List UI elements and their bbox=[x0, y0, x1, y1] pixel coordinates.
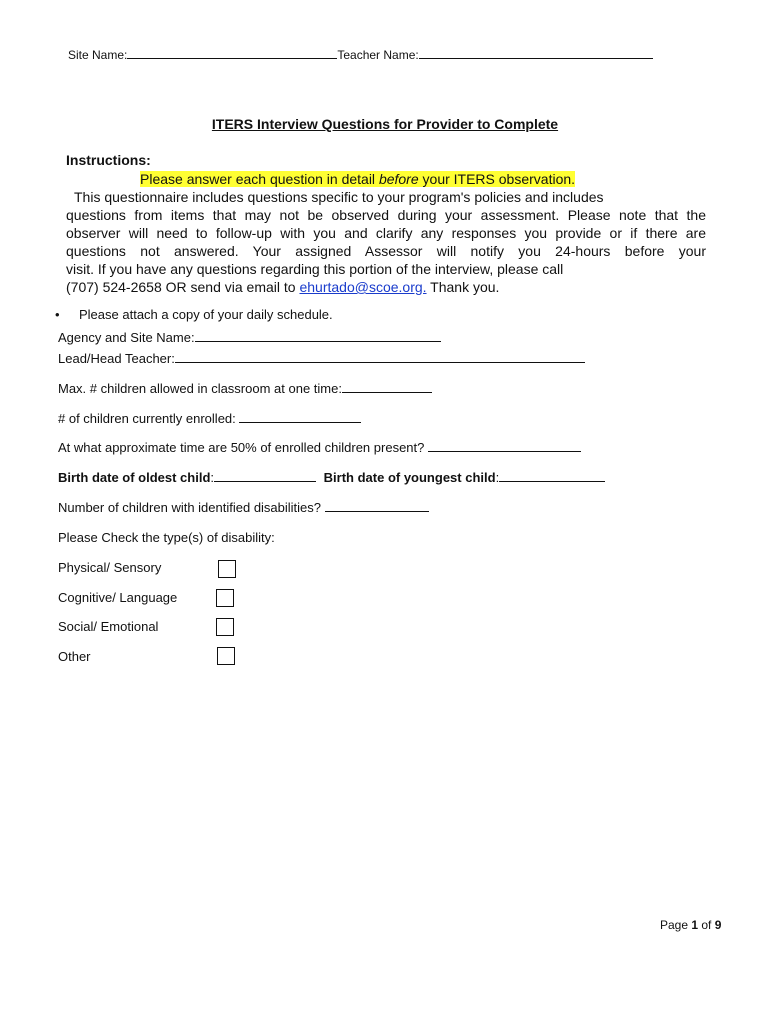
instructions-line-2: questions from items that may not be observed during your assessment. Please note that the bbox=[66, 207, 706, 223]
disability-label-social: Social/ Emotional bbox=[58, 619, 159, 634]
instructions-line-3: observer will need to follow-up with you and clarify any responses you provide or if there are bbox=[66, 225, 706, 241]
agency-site-field[interactable] bbox=[195, 330, 441, 342]
bullet-icon: • bbox=[55, 307, 60, 322]
physical-sensory-checkbox[interactable] bbox=[218, 560, 236, 578]
approx-time-label: At what approximate time are 50% of enrolled children present? bbox=[58, 440, 428, 455]
instructions-line-4: questions not answered. Your assigned Assessor will notify you 24-hours before your bbox=[66, 243, 706, 259]
document-title: ITERS Interview Questions for Provider to Complete bbox=[211, 116, 559, 132]
lead-teacher-row bbox=[58, 351, 585, 366]
instructions-line-1: This questionnaire includes questions specific to your program's policies and includes bbox=[74, 189, 604, 205]
instructions-line-6: (707) 524-2658 OR send via email to ehurtado@scoe.org. Thank you. bbox=[66, 279, 500, 295]
schedule-bullet-text: Please attach a copy of your daily schedule. bbox=[79, 307, 333, 322]
total-pages: 9 bbox=[714, 918, 722, 932]
lead-teacher-label: Lead/Head Teacher: bbox=[58, 351, 175, 366]
teacher-name-label: Teacher Name: bbox=[337, 48, 419, 62]
social-emotional-checkbox[interactable] bbox=[216, 618, 234, 636]
disabilities-count-row bbox=[58, 500, 429, 515]
instructions-line-5: visit. If you have any questions regarding this portion of the interview, please call bbox=[66, 261, 564, 277]
oldest-child-field[interactable] bbox=[214, 470, 316, 482]
instructions-highlight-line: Please answer each question in detail before your ITERS observation. bbox=[140, 171, 576, 187]
youngest-child-field[interactable] bbox=[499, 470, 605, 482]
birth-dates-row: Birth date of oldest child: Birth date of youngest child: bbox=[58, 470, 605, 485]
instructions-text bbox=[66, 170, 706, 296]
disability-row-cognitive bbox=[58, 590, 177, 605]
youngest-child-label: Birth date of youngest child bbox=[323, 470, 496, 485]
disabilities-count-field[interactable] bbox=[325, 500, 429, 512]
schedule-bullet bbox=[55, 307, 333, 322]
page-number: Page 1 of 9 bbox=[660, 918, 722, 932]
disability-label-cognitive: Cognitive/ Language bbox=[58, 590, 178, 605]
email-link[interactable]: ehurtado@scoe.org. bbox=[299, 279, 427, 295]
approx-time-row bbox=[58, 440, 581, 455]
max-children-field[interactable] bbox=[342, 381, 432, 393]
max-children-row bbox=[58, 381, 432, 396]
check-type-label: Please Check the type(s) of disability: bbox=[58, 530, 275, 545]
disabilities-count-label: Number of children with identified disabilities? bbox=[58, 500, 325, 515]
enrolled-field[interactable] bbox=[239, 411, 361, 423]
other-checkbox[interactable] bbox=[217, 647, 235, 665]
instructions-label: Instructions: bbox=[66, 152, 151, 168]
disability-label-other: Other bbox=[58, 649, 91, 664]
site-name-field[interactable] bbox=[127, 48, 337, 59]
header-line bbox=[68, 48, 653, 62]
current-page: 1 bbox=[691, 918, 699, 932]
cognitive-language-checkbox[interactable] bbox=[216, 589, 234, 607]
approx-time-field[interactable] bbox=[428, 440, 581, 452]
max-children-label: Max. # children allowed in classroom at one time: bbox=[58, 381, 342, 396]
disability-row-social bbox=[58, 619, 158, 634]
enrolled-label: # of children currently enrolled: bbox=[58, 411, 240, 426]
disability-row-physical bbox=[58, 560, 161, 575]
enrolled-row bbox=[58, 411, 361, 426]
disability-row-other bbox=[58, 649, 91, 664]
teacher-name-field[interactable] bbox=[419, 48, 653, 59]
site-name-label: Site Name: bbox=[68, 48, 128, 62]
lead-teacher-field[interactable] bbox=[175, 351, 585, 363]
agency-site-row bbox=[58, 330, 441, 345]
agency-site-label: Agency and Site Name: bbox=[58, 330, 195, 345]
disability-label-physical: Physical/ Sensory bbox=[58, 560, 162, 575]
oldest-child-label: Birth date of oldest child bbox=[58, 470, 211, 485]
